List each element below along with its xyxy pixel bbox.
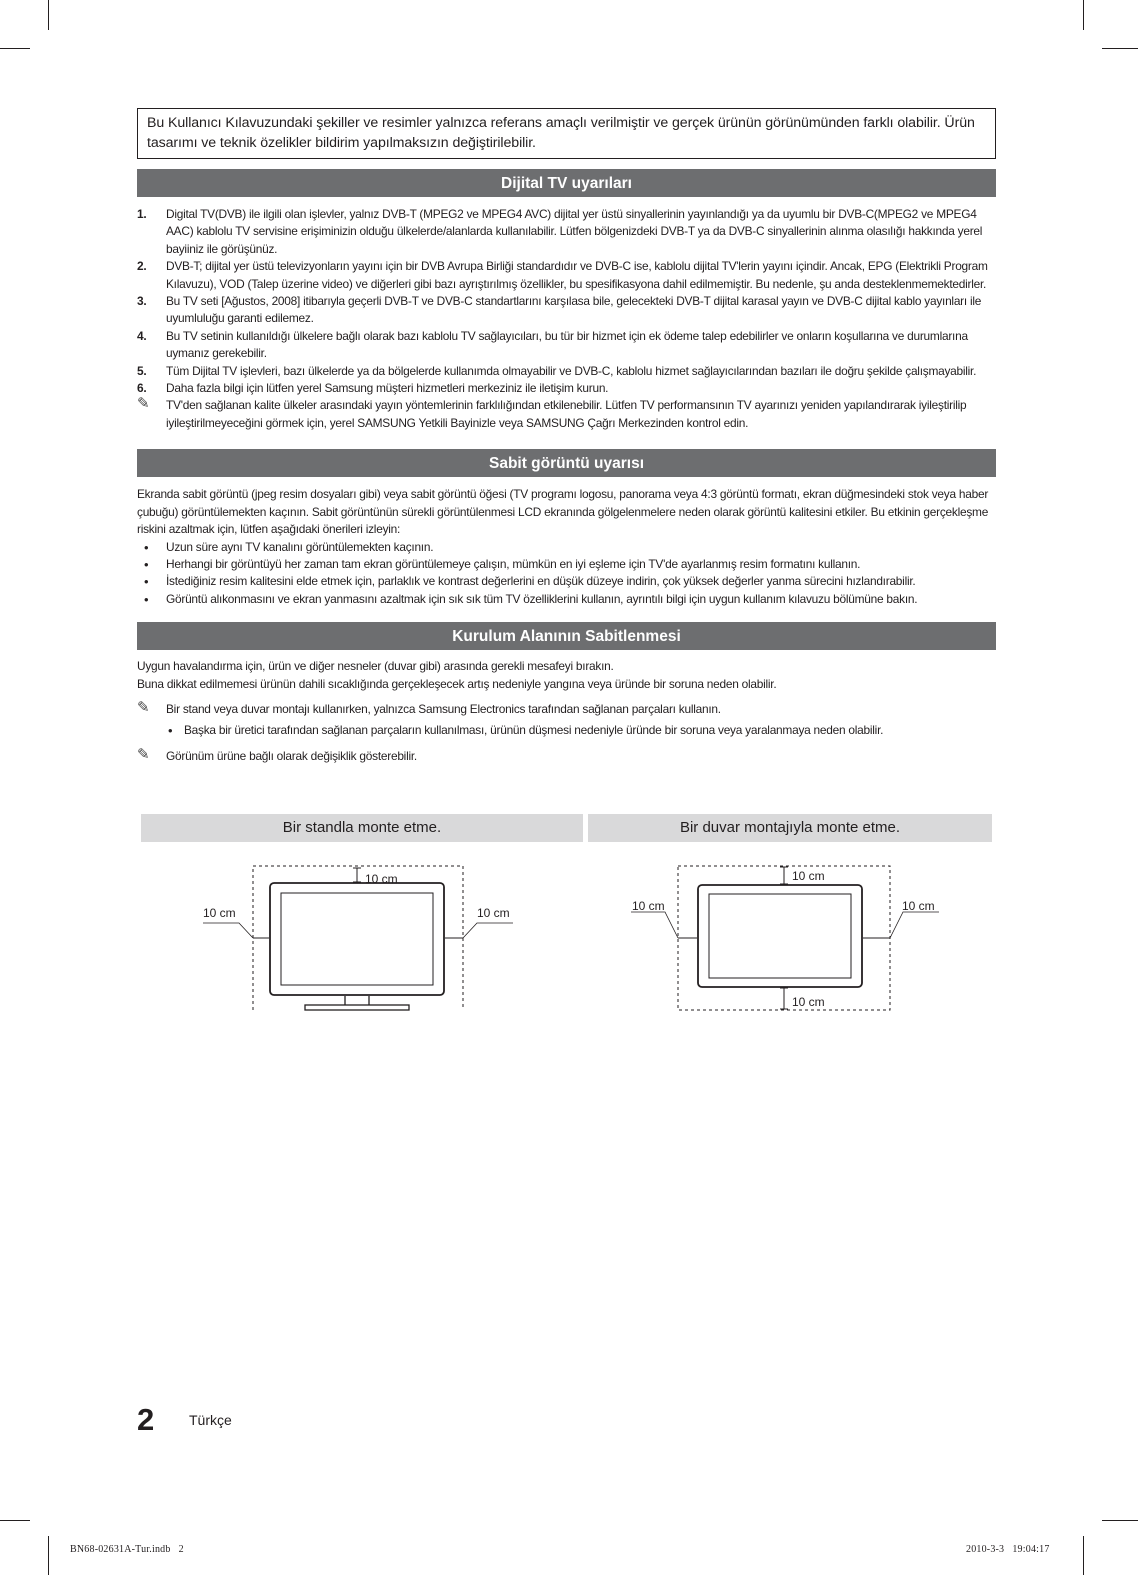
list-item: 1. Digital TV(DVB) ile ilgili olan işlevler, yalnız DVB-T (MPEG2 ve MPEG4 AVC) dijital yer üstü sinyallerinin yayınlandığı ya da uyumlu bir DVB-C(MPEG2 ve MPEG4 AAC) kablolu TV servisine erişiminizin olduğu ülkelerde/alanlarda kullanılabilir. Lütfen bölgenizdeki DVB-T ya da DVB-C sinyallerinin alınma olasılığı hakkında yerel bayiiniz ile görüşünüz. [137,207,983,256]
page-content [137,108,996,836]
list-item: 5. Tüm Dijital TV işlevleri, bazı ülkelerde ya da bölgelerde kullanımda olmayabilir ve DVB-C, kablolu hizmet sağlayıcılarından bazıları ile doğru şekilde çalışmayabilir. [137,363,977,378]
list-item: • Görüntü alıkonmasını ve ekran yanmasını azaltmak için sık sık tüm TV özelliklerini kullanın, ayrıntılı bilgi için uygun kullanım kılavuzu bölümüne bakın. [137,591,996,608]
digital-note: ✎ TV'den sağlanan kalite ülkeler arasındaki yayın yöntemlerinin farklılığından etkilenebilir. Lütfen TV performansının TV ayarınızı yeniden yapılandırarak iyileştirilip iyileştirilmeyeceğini görmek için, yerel SAMSUNG Yetkili Bayinizle veya SAMSUNG Çağrı Merkezinden kontrol edin. [137,395,967,430]
list-item: 2. DVB-T; dijital yer üstü televizyonların yayını için bir DVB Avrupa Birliği standardıdır ve DVB-C ise, kablolu dijital TV'lerin yayını içindir. Ancak, EPG (Elektrikli Program Kılavuzu), VOD (Talep üzerine video) ve diğerleri gibi bazı ayrıştırılmış özellikler, bu spesifikasyona dahil edilmemiştir. Bu nedenle, şu anda desteklenmemektedirler. [137,259,988,291]
stand-mount-header: Bir standla monte etme. [141,814,583,842]
clearance-right-label: 10 cm [902,899,935,913]
list-item: 3. Bu TV seti [Ağustos, 2008] itibarıyla geçerli DVB-T ve DVB-C standartlarını karşılasa bile, gelecekteki DVB-T dijital karasal yayın ve DVB-C dijital kablo yayınları ile uyumluluğu garanti edilemez. [137,294,982,326]
pencil-note-icon: ✎ [137,745,150,763]
disclaimer-box: Bu Kullanıcı Kılavuzundaki şekiller ve resimler yalnızca referans amaçlı verilmiştir ve gerçek ürünün görünümünden farklı olabilir. Ürün tasarımı ve teknik özelikler bildirim yapılmaksızın değiştirilebilir. [137,108,996,159]
page-number: 2 [137,1402,155,1437]
wall-mount-diagram [625,860,955,1015]
clearance-right-label: 10 cm [477,906,510,920]
still-intro: Ekranda sabit görüntü (jpeg resim dosyaları gibi) veya sabit görüntü öğesi (TV programı logosu, panorama veya 4:3 görüntü formatı, ekran düğmesindeki stok veya haber çubuğu) görüntülemekten kaçının. Sabit görüntünün sürekli görüntülenmesi LCD ekranında gölgelenmelere neden olarak görüntü kalitesini etkiler. Bu etkinin gerçekleşme riskini azaltmak için, lütfen aşağıdaki önerileri izleyin: [137,487,989,537]
crop-mark [48,0,49,30]
crop-mark [48,1536,49,1575]
clearance-top-label: 10 cm [792,869,825,883]
footer-file-info: BN68-02631A-Tur.indb 2 [70,1544,184,1555]
clearance-top-label: 10 cm [365,872,398,886]
install-line-2: Buna dikkat edilmemesi ürünün dahili sıcaklığında gerçekleşecek artış nedeniyle yangına veya üründe bir soruna neden olabilir. [137,676,777,691]
section-header-digital: Dijital TV uyarıları [137,169,996,197]
crop-mark [0,1520,30,1521]
pencil-note-icon: ✎ [137,698,150,716]
pencil-note-icon: ✎ [137,395,150,413]
section-header-installation: Kurulum Alanının Sabitlenmesi [137,622,996,650]
install-note-2: ✎ Görünüm ürüne bağlı olarak değişiklik gösterebilir. [137,745,417,763]
clearance-bottom-label: 10 cm [792,995,825,1009]
footer-timestamp: 2010-3-3 19:04:17 [966,1544,1050,1555]
stand-mount-diagram [195,860,525,1015]
still-bullets [137,539,996,609]
crop-mark [1083,1536,1084,1575]
section-header-still-image: Sabit görüntü uyarısı [137,449,996,477]
install-note-1: ✎ Bir stand veya duvar montajı kullanırken, yalnızca Samsung Electronics tarafından sağlanan parçaları kullanın. [137,698,721,716]
crop-mark [1083,0,1084,30]
list-item: • Uzun süre aynı TV kanalını görüntülemekten kaçının. [137,539,996,556]
list-item: 6. Daha fazla bilgi için lütfen yerel Samsung müşteri hizmetleri merkeziniz ile iletişim kurun. [137,381,609,396]
digital-list [137,206,996,397]
crop-mark [1102,1520,1138,1521]
clearance-left-label: 10 cm [203,906,236,920]
crop-mark [0,48,30,49]
clearance-left-label: 10 cm [632,899,665,913]
crop-mark [1102,48,1138,49]
install-sub-bullet: • Başka bir üretici tarafından sağlanan parçaların kullanılması, ürünün düşmesi nedeniyle üründe bir soruna veya yaralanmaya neden olabilir. [137,722,996,739]
list-item: 4. Bu TV setinin kullanıldığı ülkelere bağlı olarak bazı kablolu TV sağlayıcıları, bu tür bir hizmet için ek ödeme talep edebilirler ve onların koşullarına ve durumlarına uymanız gerekebilir. [137,328,968,361]
list-item: • İstediğiniz resim kalitesini elde etmek için, parlaklık ve kontrast değerlerini en düşük düzeye indirin, çok yüksek değerler yanma sürecini hızlandırabilir. [137,573,996,590]
language-label: Türkçe [189,1412,232,1428]
wall-mount-header: Bir duvar montajıyla monte etme. [588,814,992,842]
list-item: • Herhangi bir görüntüyü her zaman tam ekran görüntülemeye çalışın, mümkün en iyi eşleme için TV'de ayarlanmış resim formatını kullanın. [137,556,996,573]
install-line-1: Uygun havalandırma için, ürün ve diğer nesneler (duvar gibi) arasında gerekli mesafeyi bırakın. [137,659,614,674]
